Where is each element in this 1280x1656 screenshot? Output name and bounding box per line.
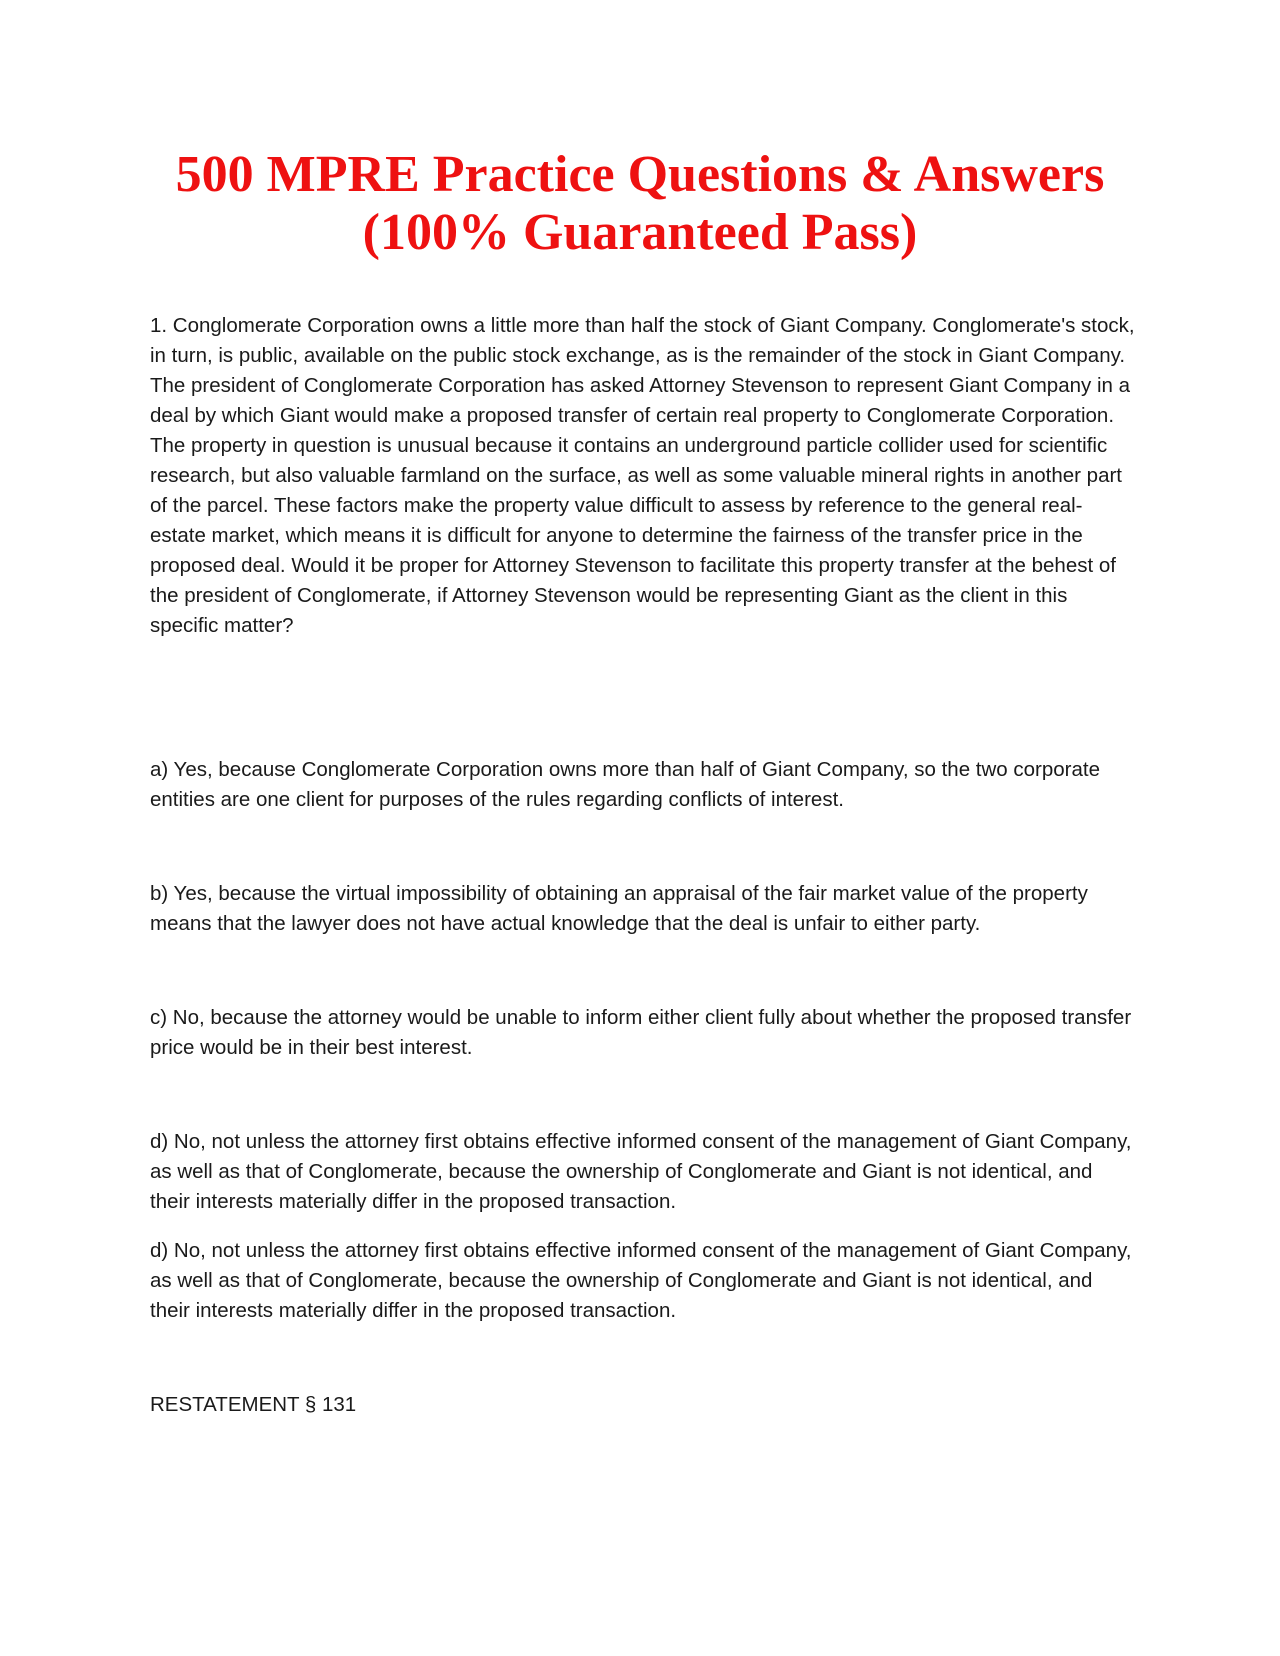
answer-option-d: d) No, not unless the attorney first obtains effective informed consent of the management of Giant Company, as well as that of Conglomerate, because the ownership of Conglomerate and Giant is not identical, and their interests materially differ in the proposed transaction. — [150, 1130, 1132, 1213]
reference-citation: RESTATEMENT § 131 — [150, 1393, 357, 1416]
title-line-1: 500 MPRE Practice Questions & Answers — [175, 146, 1105, 203]
answer-option-b: b) Yes, because the virtual impossibility of obtaining an appraisal of the fair market value of the property means that the lawyer does not have actual knowledge that the deal is unfair to either party. — [150, 882, 1088, 935]
title-line-2: (100% Guaranteed Pass) — [362, 204, 918, 261]
page-title — [120, 146, 1160, 262]
answer-option-a: a) Yes, because Conglomerate Corporation owns more than half of Giant Company, so the two corporate entities are one client for purposes of the rules regarding conflicts of interest. — [150, 758, 1100, 811]
question-text: 1. Conglomerate Corporation owns a little more than half the stock of Giant Company. Conglomerate's stock, in turn, is public, available on the public stock exchange, as is the remainder of the stock in Giant Company. The president of Conglomerate Corporation has asked Attorney Stevenson to represent Giant Company in a deal by which Giant would make a proposed transfer of certain real property to Conglomerate Corporation. The property in question is unusual because it contains an underground particle collider used for scientific research, but also valuable farmland on the surface, as well as some valuable mineral rights in another part of the parcel. These factors make the property value difficult to assess by reference to the general real-estate market, which means it is difficult for anyone to determine the fairness of the transfer price in the proposed deal. Would it be proper for Attorney Stevenson to facilitate this property transfer at the behest of the president of Conglomerate, if Attorney Stevenson would be representing Giant as the client in this specific matter? — [150, 314, 1135, 637]
correct-answer: d) No, not unless the attorney first obtains effective informed consent of the management of Giant Company, as well as that of Conglomerate, because the ownership of Conglomerate and Giant is not identical, and their interests materially differ in the proposed transaction. — [150, 1239, 1132, 1322]
answer-option-c: c) No, because the attorney would be unable to inform either client fully about whether the proposed transfer price would be in their best interest. — [150, 1006, 1132, 1059]
